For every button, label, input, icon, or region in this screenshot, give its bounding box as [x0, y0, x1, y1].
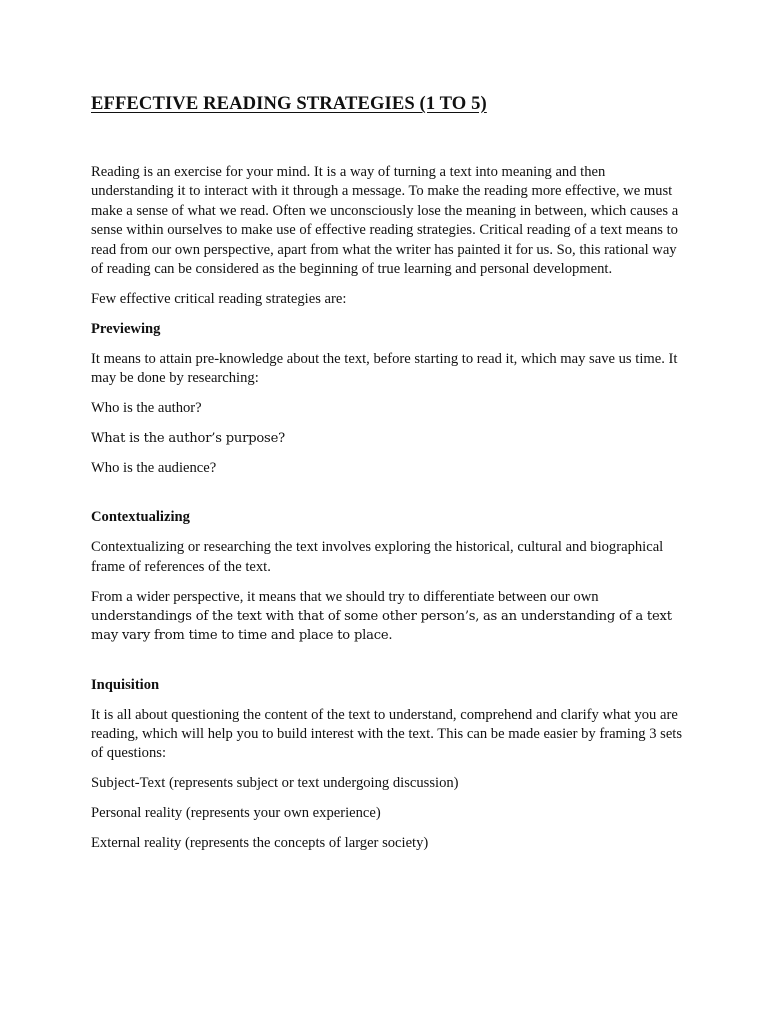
question-audience: Who is the audience? — [91, 459, 217, 476]
section-heading-previewing: Previewing — [91, 320, 161, 337]
question-purpose: What is the author’s purpose? — [91, 430, 285, 446]
contextualizing-paragraph-2 — [91, 588, 691, 646]
lead-in-paragraph: Few effective critical reading strategies are: — [91, 290, 347, 307]
inquisition-item-subject-text: Subject-Text (represents subject or text undergoing discussion) — [91, 775, 459, 792]
section-heading-inquisition: Inquisition — [91, 676, 160, 693]
contextualizing-text-alt: understandings of the text with that of some other person’s, — [91, 608, 480, 624]
intro-paragraph: Reading is an exercise for your mind. It is a way of turning a text into meaning and then understanding it to interact with it through a message. To make the reading more effective, we must make a sense of what we read. Often we unconsciously lose the meaning in between, which causes a sense within ourselves to make use of effective reading strategies. Critical reading of a text means to read from our own perspective, apart from what the writer has painted it for us. So, this rational way of reading can be considered as the beginning of true learning and personal development. — [91, 164, 679, 278]
document-title: EFFECTIVE READING STRATEGIES (1 TO 5) — [91, 93, 487, 114]
question-author: Who is the author? — [91, 400, 202, 417]
contextualizing-text-end: as an understanding of a text may vary from time to time and place to place. — [91, 608, 672, 644]
section-heading-contextualizing: Contextualizing — [91, 509, 190, 526]
contextualizing-text-start: From a wider perspective, it means that we should try to differentiate between our own — [91, 588, 599, 605]
inquisition-item-external-reality: External reality (represents the concepts of larger society) — [91, 835, 429, 852]
contextualizing-paragraph: Contextualizing or researching the text involves exploring the historical, cultural and biographical frame of references of the text. — [91, 539, 664, 575]
inquisition-paragraph: It is all about questioning the content of the text to understand, comprehend and clarify what you are reading, which will help you to build interest with the text. This can be made easier by framing 3 sets of questions: — [91, 706, 683, 762]
previewing-paragraph: It means to attain pre-knowledge about the text, before starting to read it, which may save us time. It may be done by researching: — [91, 350, 678, 387]
document-page — [91, 92, 691, 864]
inquisition-item-personal-reality: Personal reality (represents your own experience) — [91, 805, 381, 822]
